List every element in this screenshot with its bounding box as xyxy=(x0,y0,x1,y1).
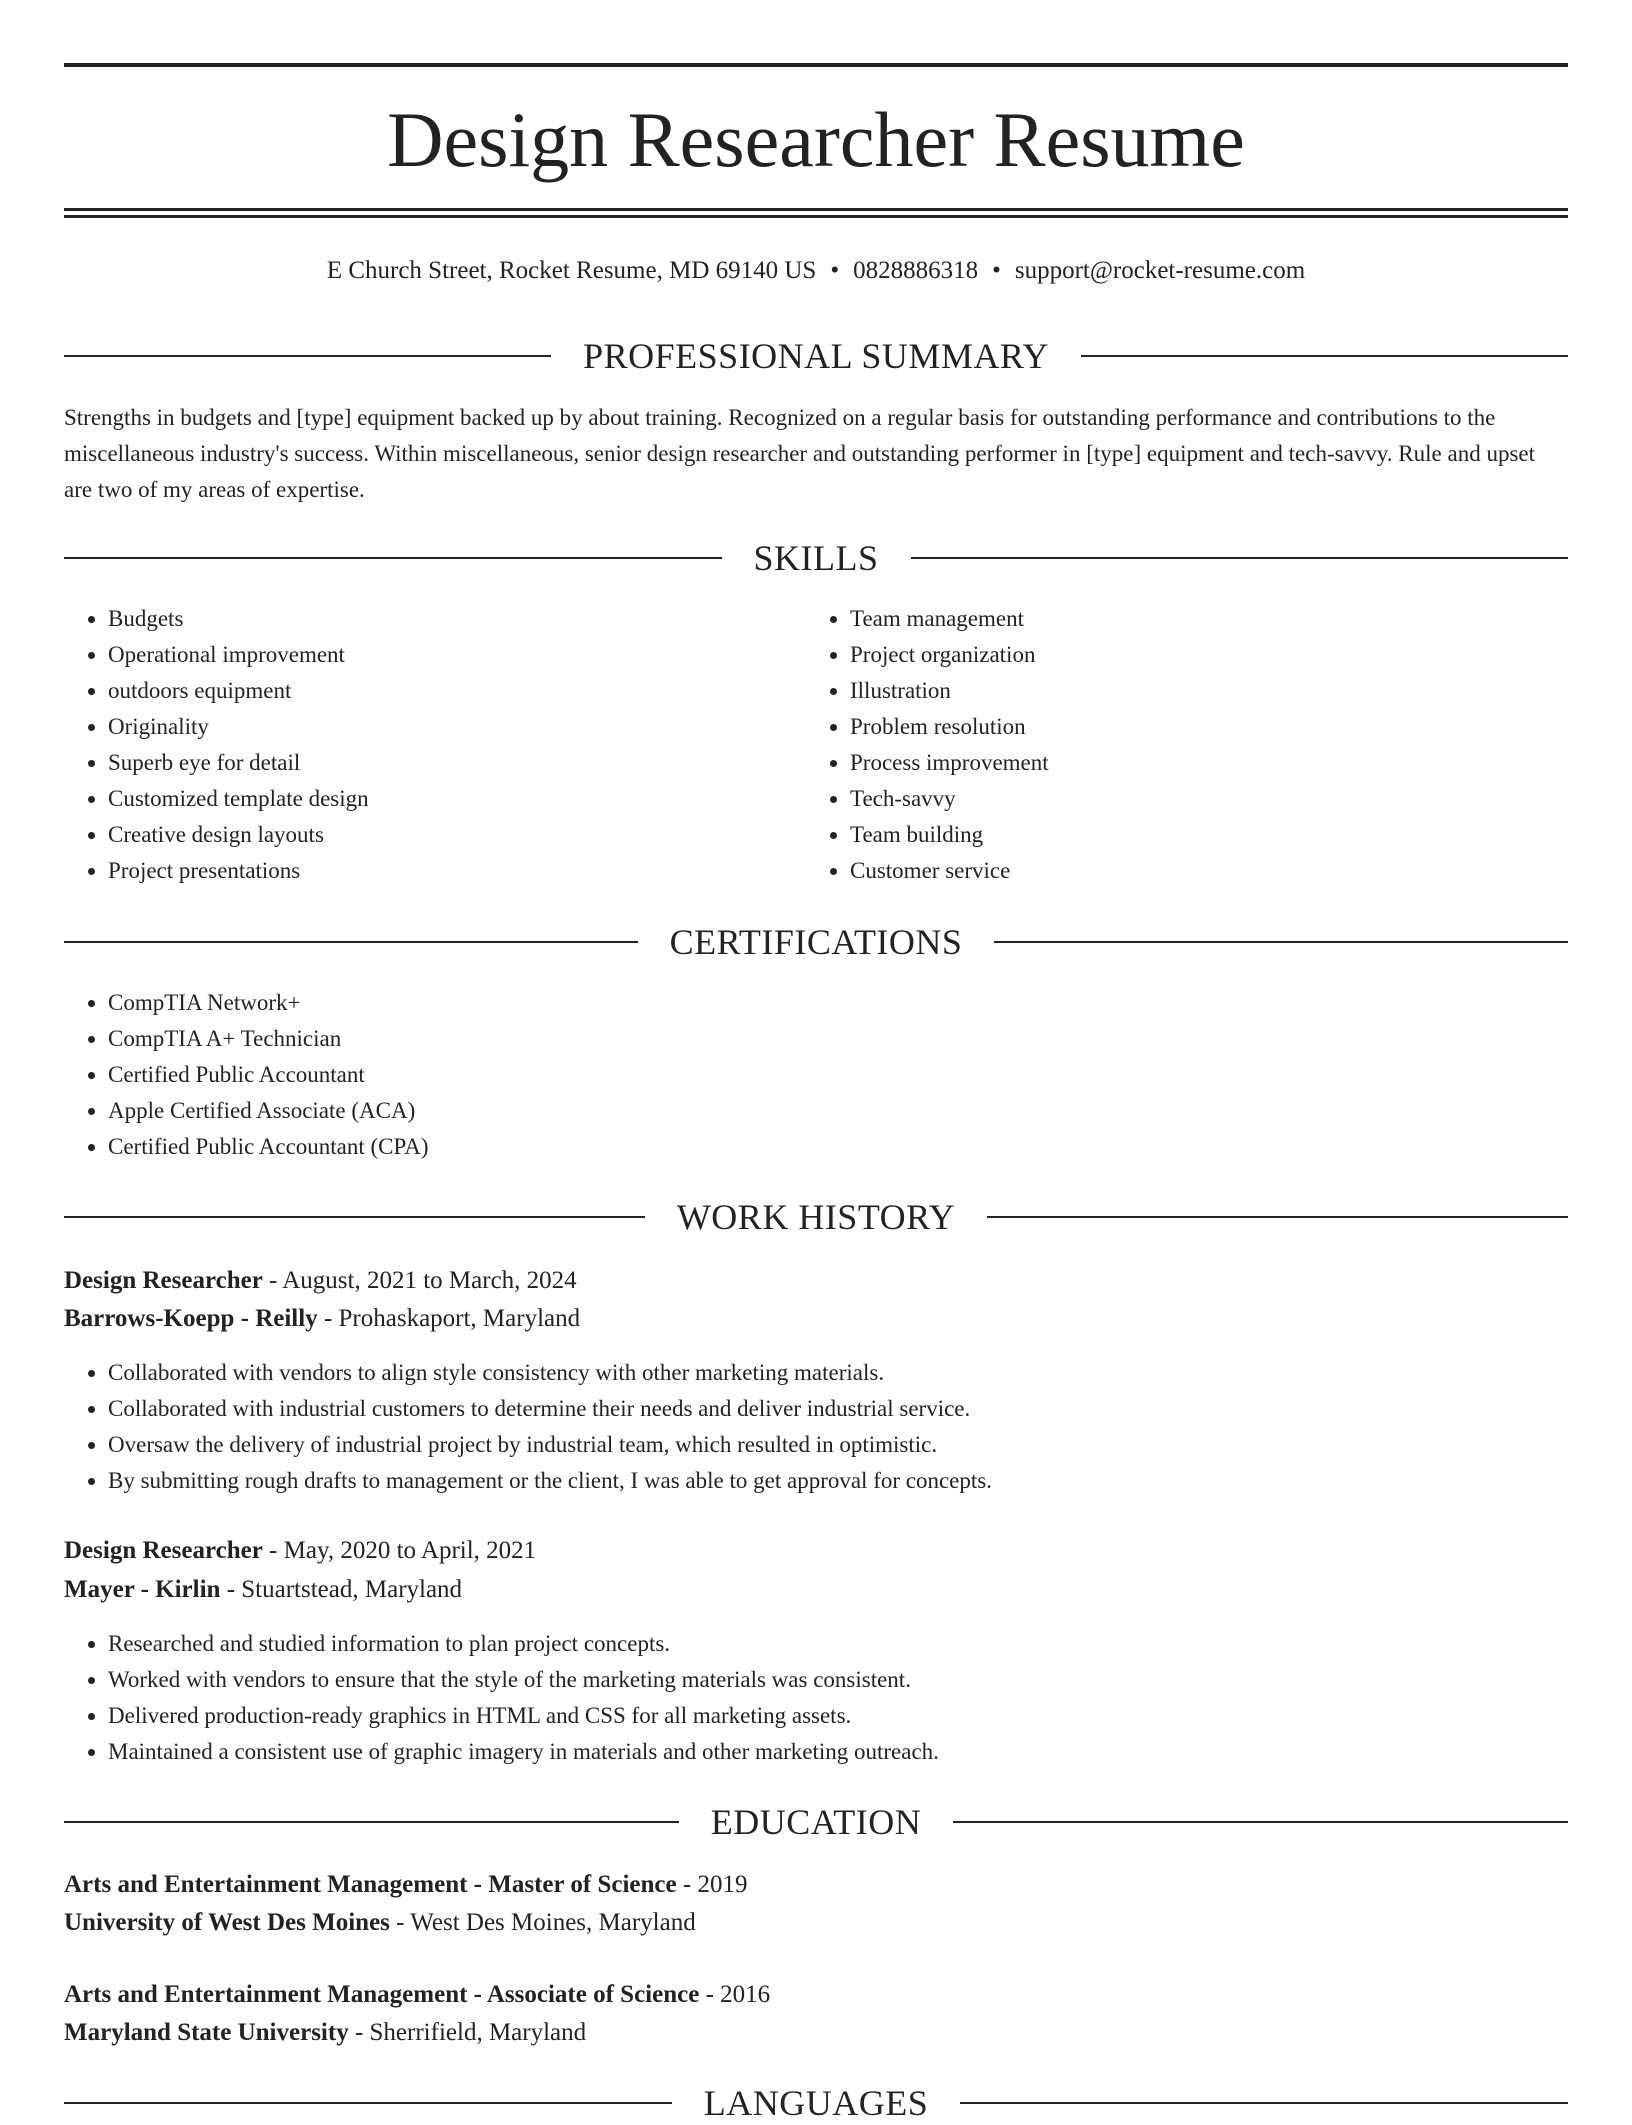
skill-item: • Superb eye for detail xyxy=(108,745,808,781)
job-bullet: • Delivered production-ready graphics in HTML and CSS for all marketing assets. xyxy=(108,1698,1558,1734)
job-bullet: • Collaborated with vendors to align style consistency with other marketing materials. xyxy=(108,1355,1558,1391)
heading-rule xyxy=(987,1216,1568,1218)
job-bullet: • Collaborated with industrial customers to determine their needs and deliver industrial service. xyxy=(108,1391,1558,1427)
degree-line xyxy=(64,1866,1568,1904)
title-double-rule-lower xyxy=(64,215,1568,218)
section-heading-languages xyxy=(64,2081,1568,2125)
certification-item: • CompTIA A+ Technician xyxy=(108,1021,1508,1057)
skill-item: • Team building xyxy=(850,817,1550,853)
skills-list-right xyxy=(806,601,1550,889)
skill-item: • Illustration xyxy=(850,673,1550,709)
degree-line xyxy=(64,1976,1568,2014)
job-dates: - May, 2020 to April, 2021 xyxy=(262,1537,537,1564)
contact-phone: 0828886318 xyxy=(853,257,979,284)
skill-item: • Process improvement xyxy=(850,745,1550,781)
section-title: SKILLS xyxy=(753,538,879,578)
skill-item: • Operational improvement xyxy=(108,637,808,673)
contact-address: E Church Street, Rocket Resume, MD 69140 US xyxy=(326,257,817,284)
certification-item: • CompTIA Network+ xyxy=(108,985,1508,1021)
job-bullet: • Maintained a consistent use of graphic imagery in materials and other marketing outreach. xyxy=(108,1734,1558,1770)
heading-rule xyxy=(960,2102,1568,2104)
degree-year: - 2016 xyxy=(699,1981,771,2008)
degree: Arts and Entertainment Management - Master of Science xyxy=(64,1871,677,1898)
heading-rule xyxy=(64,1821,679,1823)
section-heading-certifications xyxy=(64,920,1568,964)
section-heading-work xyxy=(64,1195,1568,1239)
skill-item: • Team management xyxy=(850,601,1550,637)
skill-item: • Problem resolution xyxy=(850,709,1550,745)
title-double-rule-upper xyxy=(64,208,1568,211)
skill-item: • Tech-savvy xyxy=(850,781,1550,817)
job-bullet: • By submitting rough drafts to management or the client, I was able to get approval for concepts. xyxy=(108,1463,1558,1499)
contact-line xyxy=(0,254,1632,288)
section-title: CERTIFICATIONS xyxy=(669,922,963,962)
heading-rule xyxy=(911,557,1569,559)
skill-item: • Originality xyxy=(108,709,808,745)
certification-item: • Certified Public Accountant (CPA) xyxy=(108,1129,1508,1165)
section-title: WORK HISTORY xyxy=(676,1197,956,1237)
skills-list-left xyxy=(64,601,808,889)
skill-item: • outdoors equipment xyxy=(108,673,808,709)
school: Maryland State University xyxy=(64,2019,349,2046)
degree-year: - 2019 xyxy=(676,1871,748,1898)
section-heading-education xyxy=(64,1800,1568,1844)
section-title: PROFESSIONAL SUMMARY xyxy=(583,336,1049,376)
skill-item: • Customer service xyxy=(850,853,1550,889)
job-company-line xyxy=(64,1300,1568,1338)
school: University of West Des Moines xyxy=(64,1909,390,1936)
job-location: - Stuartstead, Maryland xyxy=(220,1576,463,1603)
school-location: - Sherrifield, Maryland xyxy=(348,2019,587,2046)
skill-item: • Creative design layouts xyxy=(108,817,808,853)
section-title: LANGUAGES xyxy=(703,2083,929,2123)
heading-rule xyxy=(953,1821,1568,1823)
heading-rule xyxy=(64,2102,672,2104)
degree: Arts and Entertainment Management - Associate of Science xyxy=(64,1981,700,2008)
job-bullet: • Worked with vendors to ensure that the style of the marketing materials was consistent. xyxy=(108,1662,1558,1698)
top-rule xyxy=(64,63,1568,67)
heading-rule xyxy=(64,557,722,559)
job-dates: - August, 2021 to March, 2024 xyxy=(262,1267,577,1294)
certifications-list xyxy=(64,985,1508,1165)
section-title: EDUCATION xyxy=(710,1802,922,1842)
job-title: Design Researcher xyxy=(64,1267,263,1294)
section-heading-summary xyxy=(64,334,1568,378)
skill-item: • Project organization xyxy=(850,637,1550,673)
skill-item: • Budgets xyxy=(108,601,808,637)
job-bullet: • Researched and studied information to plan project concepts. xyxy=(108,1626,1558,1662)
skill-item: • Project presentations xyxy=(108,853,808,889)
job-title-line xyxy=(64,1532,1568,1570)
job-bullets xyxy=(64,1626,1558,1770)
job-title: Design Researcher xyxy=(64,1537,263,1564)
heading-rule xyxy=(994,941,1568,943)
heading-rule xyxy=(64,355,551,357)
school-location: - West Des Moines, Maryland xyxy=(389,1909,696,1936)
job-bullet: • Oversaw the delivery of industrial project by industrial team, which resulted in optimistic. xyxy=(108,1427,1558,1463)
heading-rule xyxy=(64,941,638,943)
job-company: Mayer - Kirlin xyxy=(64,1576,221,1603)
job-company-line xyxy=(64,1571,1568,1609)
skill-item: • Customized template design xyxy=(108,781,808,817)
contact-separator: • xyxy=(992,257,1001,284)
school-line xyxy=(64,1904,1568,1942)
heading-rule xyxy=(1081,355,1568,357)
school-line xyxy=(64,2014,1568,2052)
job-company: Barrows-Koepp - Reilly xyxy=(64,1305,318,1332)
certification-item: • Apple Certified Associate (ACA) xyxy=(108,1093,1508,1129)
summary-text: Strengths in budgets and [type] equipment backed up by about training. Recognized on a regular basis for outstanding performance and contributions to the miscellaneous industry's success. Within miscellaneous, senior design researcher and outstanding performer in [type] equipment and tech-savvy. Rule and upset are two of my areas of expertise. xyxy=(64,405,1535,502)
page-title: Design Researcher Resume xyxy=(387,96,1245,183)
contact-email[interactable]: support@rocket-resume.com xyxy=(1014,257,1306,284)
job-bullets xyxy=(64,1355,1558,1499)
job-title-line xyxy=(64,1262,1568,1300)
job-location: - Prohaskaport, Maryland xyxy=(317,1305,581,1332)
certification-item: • Certified Public Accountant xyxy=(108,1057,1508,1093)
heading-rule xyxy=(64,1216,645,1218)
section-heading-skills xyxy=(64,536,1568,580)
contact-separator: • xyxy=(830,257,840,284)
